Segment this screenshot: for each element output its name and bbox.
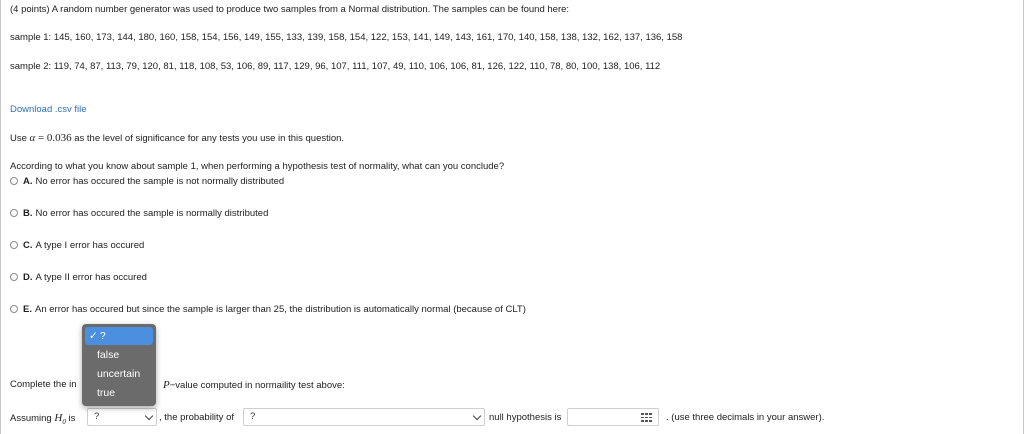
option-d[interactable] [10, 271, 147, 283]
answer-hint: . (use three decimals in your answer). [666, 412, 825, 423]
option-c[interactable] [10, 239, 144, 251]
sample-2-label: sample 2: [10, 61, 52, 72]
option-d-letter: D. [23, 271, 33, 283]
h0-truth-dropdown-menu[interactable] [82, 324, 156, 406]
p-value-symbol: P [163, 379, 170, 391]
sample-2-values: 119, 74, 87, 113, 79, 120, 81, 118, 108, 53, 106, 89, 117, 129, 96, 107, 111, 107, 49, 110, 106, 106, 81, 126, 122, 110, 78, 80, 100, 138, 106, 112 [53, 61, 661, 72]
question-header: (4 points) A random number generator was used to produce two samples from a Normal distribution. The samples can be found here: [10, 4, 570, 15]
option-c-letter: C. [23, 239, 33, 251]
option-c-text: A type I error has occured [35, 239, 145, 251]
p-value-answer-input[interactable] [567, 408, 659, 426]
option-e[interactable] [10, 303, 526, 315]
option-a-text: No error has occured the sample is not normally distributed [35, 175, 285, 187]
alpha-value: 0.036 [46, 132, 72, 144]
frame-edge-left [0, 0, 1, 434]
dropdown-option-question[interactable]: ✓ ? [85, 327, 153, 345]
keypad-icon[interactable] [641, 413, 652, 422]
option-a-radio[interactable] [10, 177, 18, 185]
option-d-text: A type II error has occured [35, 271, 147, 283]
sample-1-line [10, 32, 682, 44]
probability-select-value: ? [250, 411, 256, 422]
complete-instruction-tail [163, 379, 345, 392]
alpha-symbol: α [29, 132, 36, 144]
option-d-radio[interactable] [10, 273, 18, 281]
sample-1-label: sample 1: [10, 32, 52, 43]
sample-2-line [10, 61, 660, 73]
probability-label: , the probability of [159, 412, 234, 423]
h0-truth-select-value: ? [94, 411, 100, 422]
option-c-radio[interactable] [10, 241, 18, 249]
option-b-radio[interactable] [10, 209, 18, 217]
option-b-letter: B. [23, 207, 33, 219]
option-b[interactable] [10, 207, 268, 219]
option-a[interactable] [10, 175, 284, 187]
option-e-text: An error has occured but since the sample is larger than 25, the distribution is automatically normal (because of CLT) [34, 303, 526, 315]
download-csv-link[interactable]: Download .csv file [10, 104, 87, 115]
h0-truth-select[interactable] [87, 408, 157, 426]
question-prompt: According to what you know about sample 1, when performing a hypothesis test of normality, what can you conclude? [10, 161, 505, 172]
checkmark-icon: ✓ [89, 330, 98, 342]
null-hypothesis-label: null hypothesis is [489, 412, 562, 423]
complete-prefix: Complete the in [10, 379, 77, 390]
alpha-suffix: as the level of significance for any tests you use in this question. [74, 133, 345, 144]
dropdown-option-uncertain[interactable]: uncertain [97, 368, 141, 380]
option-e-letter: E. [23, 303, 32, 315]
complete-instruction [10, 379, 77, 391]
h0-symbol: $H_0$ [54, 412, 66, 427]
probability-select[interactable] [243, 408, 485, 426]
chevron-down-icon [145, 412, 153, 420]
assuming-label-group [10, 412, 75, 428]
complete-suffix: −value computed in normaility test above: [169, 380, 345, 391]
dropdown-option-false[interactable]: false [97, 349, 120, 361]
is-label: is [68, 413, 76, 424]
chevron-down-icon [473, 412, 481, 420]
sample-1-values: 145, 160, 173, 144, 180, 160, 158, 154, 156, 149, 155, 133, 139, 158, 154, 122, 153, 141, 149, 143, 161, 170, 140, 158, 138, 132, 162, 137, 136, 158 [53, 32, 683, 43]
alpha-equals: = [37, 132, 45, 144]
option-a-letter: A. [23, 175, 33, 187]
alpha-statement [10, 132, 344, 145]
option-b-text: No error has occured the sample is normally distributed [35, 207, 269, 219]
alpha-prefix: Use [10, 133, 27, 144]
dropdown-option-true[interactable]: true [97, 387, 116, 399]
option-e-radio[interactable] [10, 305, 18, 313]
assuming-label: Assuming [10, 413, 52, 424]
